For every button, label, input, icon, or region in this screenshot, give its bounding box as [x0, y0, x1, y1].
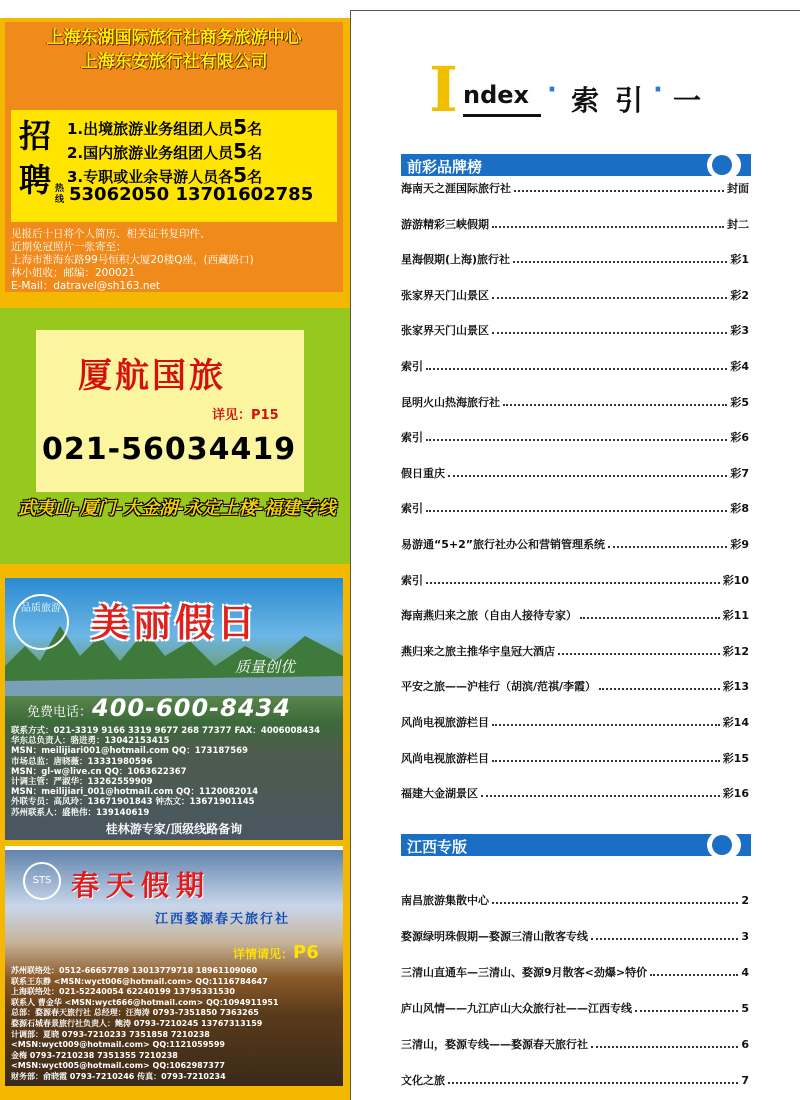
entry-page: 2: [741, 893, 749, 907]
contact-line: 市场总监：唐晓薇：13331980596: [11, 756, 153, 767]
entry-name: 索引: [401, 431, 423, 445]
dot-leader: [558, 647, 720, 655]
chuntian-brand: 春天假期: [71, 869, 212, 902]
note-line: 见报后十日将个人简历、相关证书复印件、: [11, 228, 211, 240]
contact-line: 联系王东静 <MSN:wyct006@hotmail.com> QQ:1116784647: [11, 976, 268, 986]
dot-leader: [580, 611, 720, 619]
free-label: 免费电话：: [27, 705, 93, 720]
hotline-label: 热线: [55, 184, 65, 205]
dot-leader: [426, 362, 727, 370]
recruit-ad: [5, 22, 343, 292]
entry-name: 索引: [401, 360, 423, 373]
entry-name: 文化之旅: [401, 1074, 445, 1087]
index-entry[interactable]: [401, 571, 749, 589]
index-entry[interactable]: [401, 464, 749, 482]
contact-line: MSN：meilijiari001@hotmail.com QQ：173187569: [11, 746, 248, 757]
contact-line: 计调主管：严淑华：13262559909: [11, 777, 153, 788]
entry-name: 假日重庆: [401, 466, 445, 480]
contact-line: 联系人 曹金华 <MSN:wyct666@hotmail.com> QQ:1094911951: [11, 997, 279, 1007]
note-email: E-Mail：datravel@sh163.net: [11, 280, 161, 292]
left-ad-column: [0, 18, 350, 1100]
recruit-box: [11, 110, 337, 222]
index-dot: ·: [547, 75, 557, 105]
entry-name: 燕归来之旅主推华宇皇冠大酒店: [401, 644, 555, 658]
contact-line: 华东总负责人：骆进勇：13042153415: [11, 736, 170, 747]
dot-leader: [608, 540, 727, 548]
index-entry[interactable]: [401, 891, 749, 909]
dot-leader: [426, 576, 720, 584]
index-heading: [429, 53, 719, 129]
section-bar-jiangxi: [401, 834, 751, 856]
entry-name: 海南燕归来之旅（自由人接待专家）: [401, 609, 577, 623]
index-word: ndex: [463, 81, 530, 109]
recruit-banner-line1: 上海东湖国际旅行社商务旅游中心: [46, 28, 302, 48]
contact-line: 总部：婺源春天旅行社 总经理：汪海涛 0793-7351850 7363265: [11, 1008, 259, 1018]
entry-page: 彩6: [730, 431, 749, 445]
contact-line: MSN：meilijiari_001@hotmail.com QQ：1120082014: [11, 787, 259, 798]
entry-page: 5: [741, 1001, 749, 1015]
contact-line: 财务部：俞晓霞 0793-7210246 传真：0793-7210234: [11, 1071, 226, 1081]
index-entry[interactable]: [401, 677, 749, 695]
entry-page: 彩5: [730, 395, 749, 409]
section-knob-icon: [707, 151, 741, 179]
entry-page: 7: [741, 1073, 749, 1087]
index-entry[interactable]: [401, 535, 749, 553]
chuntian-detail: [233, 942, 319, 963]
xiahang-detail: 详见：P15: [212, 408, 279, 423]
entry-name: 庐山风情——九江庐山大众旅行社——江西专线: [401, 1002, 632, 1015]
index-cn1: 索: [571, 84, 600, 117]
dot-leader: [426, 504, 727, 512]
xiahang-route: 武夷山-厦门-大金湖-永定土楼-福建专线: [18, 498, 336, 519]
free-number: 400-600-8434: [92, 694, 291, 722]
dot-leader: [492, 754, 720, 762]
entry-name: 海南天之涯国际旅行社: [401, 182, 511, 195]
sts-logo-icon: STS: [23, 862, 61, 900]
contact-line: 婺源石城春景旅行社负责人：鲍涛 0793-7210245 13767313159: [11, 1018, 263, 1028]
contact-line: MSN：gl-w@live.cn QQ：1063622367: [11, 766, 187, 777]
note-line: 林小姐收；邮编：200021: [11, 267, 136, 279]
dot-leader: [599, 682, 720, 690]
entry-page: 彩7: [730, 466, 749, 480]
index-entry[interactable]: [401, 286, 749, 304]
entry-name: 风尚电视旅游栏目: [401, 716, 489, 729]
index-entry[interactable]: [401, 250, 749, 268]
contact-line: 计调部：夏晓 0793-7210233 7351858 7210238: [11, 1029, 210, 1039]
meili-quality: 质量创优: [235, 658, 296, 676]
index-entry[interactable]: [401, 749, 749, 767]
section-title: 江西专版: [407, 838, 468, 856]
entry-page: 彩3: [730, 324, 749, 338]
index-entry[interactable]: [401, 606, 749, 624]
dot-leader: [591, 1040, 738, 1048]
entry-name: 风尚电视旅游栏目: [401, 751, 489, 765]
entry-page: 彩11: [722, 609, 749, 623]
divider: [5, 846, 343, 850]
index-cn3: 一: [673, 84, 702, 117]
detail-label: 详情请见：: [233, 947, 294, 961]
xiahang-title: 厦航国旅: [78, 356, 226, 396]
dot-leader: [426, 433, 727, 441]
entry-name: 三清山直通车—三清山、婺源9月散客<劲爆>特价: [401, 966, 648, 979]
index-entry[interactable]: [401, 321, 749, 339]
dot-leader: [492, 291, 727, 299]
index-entry[interactable]: [401, 963, 749, 981]
entry-page: 彩15: [722, 751, 749, 765]
dot-leader: [514, 184, 724, 192]
entry-page: 3: [741, 929, 749, 943]
contact-line: <MSN:wyct009@hotmail.com> QQ:1121059599: [11, 1040, 225, 1050]
contact-line: 苏州联络处：0512-66657789 13013779718 18961109060: [11, 966, 258, 975]
entry-page: 4: [741, 965, 749, 979]
entry-page: 彩13: [722, 680, 749, 694]
contact-line: <MSN:wyct005@hotmail.com> QQ:1062987377: [11, 1061, 225, 1071]
index-dot: ·: [653, 75, 663, 105]
recruit-notes: [11, 228, 254, 293]
index-entry[interactable]: [401, 428, 749, 446]
contact-line: 苏州联系人：盛艳伟：139140619: [11, 807, 150, 818]
note-line: 近期免冠照片一张寄至：: [11, 241, 127, 253]
note-line: 上海市淮海东路99号恒积大厦20楼Q座，(西藏路口): [11, 254, 254, 266]
section-bar-front-color: [401, 154, 751, 176]
entry-name: 三清山，婺源专线——婺源春天旅行社: [401, 1038, 588, 1051]
index-entry[interactable]: [401, 784, 749, 802]
index-underline: [463, 114, 541, 117]
entry-name: 昆明火山热海旅行社: [401, 395, 500, 409]
entry-name: 南昌旅游集散中心: [401, 894, 489, 907]
entry-page: 彩10: [722, 573, 749, 587]
entry-page: 彩9: [730, 538, 749, 551]
meili-brand: 美丽假日: [91, 601, 260, 645]
index-column: [350, 10, 800, 1100]
entry-name: 张家界天门山景区: [401, 288, 489, 302]
index-entry[interactable]: [401, 179, 749, 197]
entry-name: 张家界天门山景区: [401, 324, 489, 338]
index-entry[interactable]: [401, 357, 749, 375]
entry-page: 彩16: [722, 787, 749, 801]
recruit-item: 2.国内旅游业务组团人员5名: [67, 139, 263, 163]
entry-name: 婺源绿明珠假期—婺源三清山散客专线: [401, 930, 588, 943]
dot-leader: [492, 326, 727, 334]
entry-page: 彩12: [722, 644, 749, 658]
dot-leader: [492, 718, 720, 726]
index-entry[interactable]: [401, 215, 749, 233]
dot-leader: [513, 255, 727, 263]
entry-page: 封二: [727, 217, 749, 231]
xiahang-ad: [0, 308, 350, 564]
index-entry[interactable]: [401, 499, 749, 517]
index-entry[interactable]: [401, 713, 749, 731]
index-entry[interactable]: [401, 1035, 749, 1053]
dot-leader: [448, 469, 727, 477]
chuntian-agency: 江西婺源春天旅行社: [155, 912, 291, 927]
section-knob-icon: [707, 831, 741, 859]
index-entry[interactable]: [401, 642, 749, 660]
meili-logo-icon: 品质旅游: [13, 594, 69, 650]
meili-footer: 桂林游专家/顶级线路备询: [105, 822, 243, 836]
contact-line: 联系方式：021-3319 9166 3319 9677 268 77377 FAX：4006008434: [11, 726, 321, 736]
index-entry[interactable]: [401, 1071, 749, 1089]
index-big-letter: I: [429, 53, 459, 126]
chuntian-contacts: [11, 966, 343, 1083]
meili-contacts: [11, 726, 341, 818]
entry-name: 福建大金湖景区: [401, 787, 478, 801]
recruit-big-char: 招聘: [19, 117, 52, 199]
dot-leader: [492, 896, 738, 904]
index-entry[interactable]: [401, 393, 749, 411]
xiahang-phone: 021-56034419: [42, 432, 297, 467]
entry-page: 6: [741, 1037, 749, 1051]
detail-page: P6: [293, 942, 319, 963]
entry-name: 平安之旅——沪桂行（胡滨/范祺/李霞）: [401, 680, 597, 694]
index-cn2: 引: [615, 84, 644, 117]
entry-page: 彩4: [730, 360, 749, 373]
dot-leader: [635, 1004, 738, 1012]
index-entry[interactable]: [401, 999, 749, 1017]
recruit-phones: 53062050 13701602785: [69, 184, 314, 205]
entry-name: 星海假期(上海)旅行社: [401, 253, 511, 267]
index-entry[interactable]: [401, 927, 749, 945]
dot-leader: [481, 789, 720, 797]
section-title: 前彩品牌榜: [407, 158, 483, 176]
entry-name: 索引: [401, 573, 423, 587]
dot-leader: [448, 1076, 738, 1084]
recruit-banner-line2: 上海东安旅行社有限公司: [80, 52, 268, 72]
dot-leader: [492, 220, 724, 228]
meili-ad: [5, 578, 343, 840]
meili-free-phone: [27, 694, 291, 722]
contact-line: 外联专员：高凤玲：13671901843 钟杰文：13671901145: [11, 797, 255, 808]
chuntian-ad: [5, 846, 343, 1086]
contact-line: 金梅 0793-7210238 7351355 7210238: [11, 1050, 178, 1060]
recruit-item: 1.出境旅游业务组团人员5名: [67, 115, 263, 139]
dot-leader: [591, 932, 738, 940]
dot-leader: [503, 398, 727, 406]
recruit-list: [67, 116, 262, 188]
recruit-item: 3.专职或业余导游人员各5名: [67, 163, 263, 187]
entry-page: 封面: [727, 182, 749, 195]
entry-page: 彩1: [730, 253, 749, 267]
entry-page: 彩8: [730, 502, 749, 516]
dot-leader: [650, 968, 738, 976]
recruit-banner: [11, 26, 337, 106]
entry-name: 易游通“5+2”旅行社办公和营销管理系统: [401, 538, 605, 551]
contact-line: 上海联络处：021-52240054 62240199 13795331530: [11, 987, 235, 997]
entry-page: 彩2: [730, 288, 749, 302]
entry-name: 游游精彩三峡假期: [401, 217, 489, 231]
entry-name: 索引: [401, 502, 423, 516]
entry-page: 彩14: [722, 716, 749, 729]
